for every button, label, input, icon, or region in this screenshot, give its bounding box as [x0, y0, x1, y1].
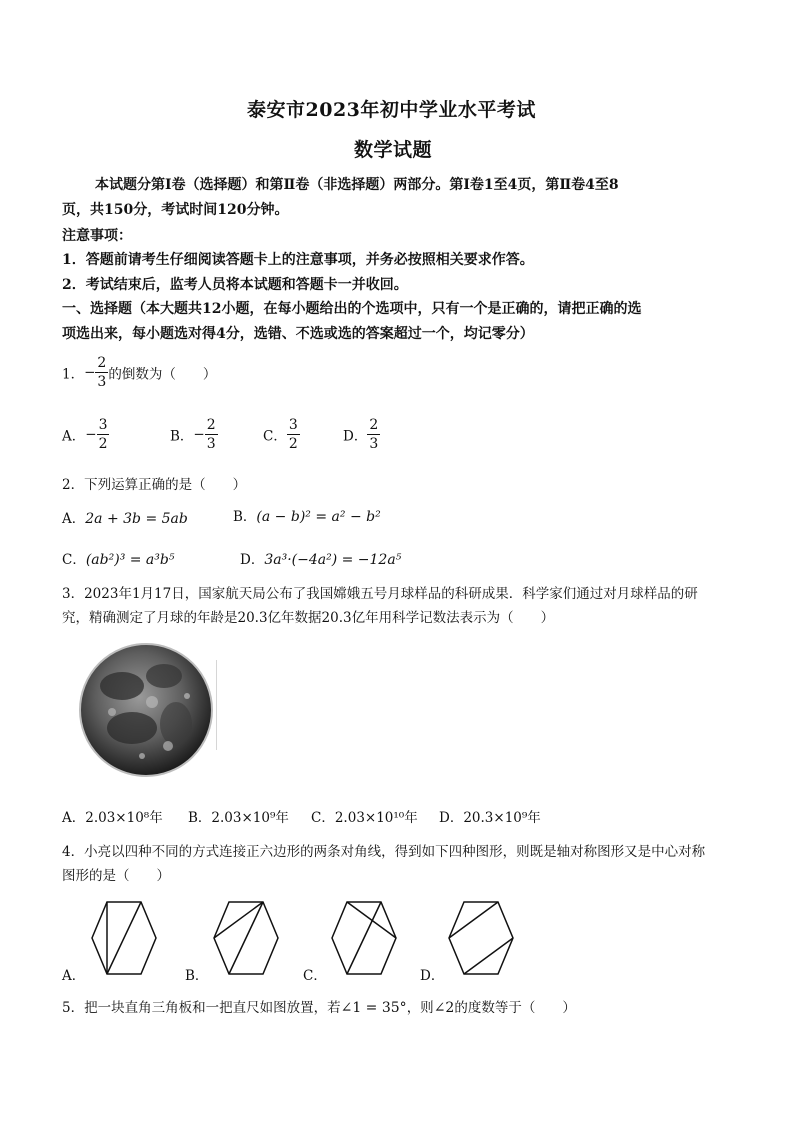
q1-option-b-num: 2: [206, 417, 216, 433]
q3-option-d[interactable]: [439, 806, 541, 826]
q2-option-b-label: B．: [233, 509, 257, 525]
hexagon-figure-d[interactable]: [447, 900, 515, 976]
q1-option-a-den: 2: [98, 436, 108, 452]
q1-option-d-fraction: [367, 418, 380, 451]
q4-option-d-label: D．: [420, 968, 445, 984]
question-3-line-2: 究，精确测定了月球的年龄是20.3亿年数据20.3亿年用科学记数法表示为（ ）: [62, 610, 555, 626]
q1-option-c-fraction: [287, 418, 300, 451]
q2-option-d[interactable]: [240, 548, 401, 568]
q3-option-d-text: 20.3×10⁹年: [463, 810, 541, 826]
q1-option-d[interactable]: [343, 418, 380, 451]
q3-option-a-label: A．: [62, 810, 86, 826]
q2-option-b-expr: (a − b)² = a² − b²: [256, 509, 381, 525]
q2-option-a-expr: 2a + 3b = 5ab: [85, 511, 188, 527]
q3-option-c-text: 2.03×10¹⁰年: [334, 810, 418, 826]
q1-option-b-den: 3: [206, 436, 216, 452]
notes-item-1: 1．答题前请考生仔细阅读答题卡上的注意事项，并务必按照相关要求作答。: [62, 252, 534, 268]
notes-heading: 注意事项：: [62, 228, 132, 244]
q1-denominator: 3: [97, 374, 107, 390]
q1-option-b-sign: −: [193, 426, 205, 443]
q2-option-d-label: D．: [240, 552, 265, 568]
question-5-stem: [62, 996, 576, 1016]
q3-option-b[interactable]: [188, 806, 289, 826]
q1-option-b[interactable]: [170, 418, 218, 451]
q2-option-a[interactable]: [62, 507, 188, 527]
page-title: 泰安市2023年初中学业水平考试: [247, 99, 536, 121]
q1-option-b-label: B．: [170, 428, 194, 445]
q3-option-c-label: C．: [311, 810, 335, 826]
q1-option-a-num: 3: [98, 417, 108, 433]
hexagon-figure-a[interactable]: [90, 900, 158, 976]
q1-option-d-label: D．: [343, 428, 368, 445]
q3-option-b-label: B．: [188, 810, 212, 826]
q1-option-c-num: 3: [288, 417, 298, 433]
q1-numerator: 2: [97, 355, 107, 371]
moon-image-right-edge: [216, 660, 217, 750]
q1-option-d-den: 3: [369, 436, 379, 452]
q1-option-a[interactable]: [62, 418, 109, 451]
question-4-line-2: 图形的是（ ）: [62, 868, 170, 884]
section-heading-line-1: 一、选择题（本大题共12小题，在每小题给出的个选项中，只有一个是正确的，请把正确的选: [62, 301, 642, 317]
q1-suffix: 的倒数为（ ）: [108, 366, 217, 383]
hexagon-figure-b[interactable]: [212, 900, 280, 976]
q4-option-b-label: B．: [185, 968, 209, 984]
q3-option-a-text: 2.03×10⁸年: [85, 810, 163, 826]
q1-option-c-label: C．: [263, 428, 287, 445]
hexagon-figure-c[interactable]: [330, 900, 398, 976]
q1-option-a-sign: −: [85, 426, 97, 443]
q1-option-d-num: 2: [369, 417, 379, 433]
question-4-line-1: 4．小亮以四种不同的方式连接正六边形的两条对角线，得到如下四种图形，则既是轴对称图形又是中心对称: [62, 844, 706, 860]
q3-option-b-text: 2.03×10⁹年: [211, 810, 289, 826]
q1-option-a-label: A．: [62, 428, 86, 445]
moon-image: [72, 636, 220, 784]
notes-item-2: 2．考试结束后，监考人员将本试题和答题卡一并收回。: [62, 277, 408, 293]
q1-prefix: 1．: [62, 366, 85, 383]
q5-angle-1: ∠1 = 35°: [340, 1000, 407, 1016]
q1-option-c-den: 2: [288, 436, 298, 452]
q3-option-c[interactable]: [311, 806, 418, 826]
question-1-stem: [62, 356, 216, 389]
q5-suffix: 的度数等于（ ）: [454, 1000, 576, 1016]
q4-option-a-label: A．: [62, 968, 86, 984]
q2-option-c[interactable]: [62, 548, 174, 568]
q2-option-a-label: A．: [62, 511, 86, 527]
q1-option-a-fraction: [97, 418, 110, 451]
q4-option-c-label: C．: [303, 968, 327, 984]
q2-option-c-label: C．: [62, 552, 86, 568]
q1-sign: −: [84, 364, 96, 381]
q3-option-d-label: D．: [439, 810, 464, 826]
question-3-line-1: 3．2023年1月17日，国家航天局公布了我国嫦娥五号月球样品的科研成果．科学家们通过对月球样品的研: [62, 586, 698, 602]
intro-line-2: 页，共150分，考试时间120分钟。: [62, 202, 289, 218]
q5-prefix: 5．把一块直角三角板和一把直尺如图放置，若: [62, 1000, 341, 1016]
q2-option-b[interactable]: [233, 505, 381, 525]
q1-fraction: [95, 356, 108, 389]
page-subtitle: 数学试题: [354, 139, 433, 161]
q3-option-a[interactable]: [62, 806, 163, 826]
question-2-stem: 2．下列运算正确的是（ ）: [62, 477, 247, 493]
q5-angle-2: ∠2: [433, 1000, 455, 1016]
q2-option-d-expr: 3a³·(−4a²) = −12a⁵: [264, 552, 402, 568]
q2-option-c-expr: (ab²)³ = a³b⁵: [85, 552, 175, 568]
section-heading-line-2: 项选出来，每小题选对得4分，选错、不选或选的答案超过一个，均记零分）: [62, 326, 534, 342]
intro-line-1: 本试题分第Ⅰ卷（选择题）和第Ⅱ卷（非选择题）两部分。第Ⅰ卷1至4页，第Ⅱ卷4至8: [95, 177, 619, 193]
q1-option-b-fraction: [205, 418, 218, 451]
q5-middle: ，则: [406, 1000, 434, 1016]
q1-option-c[interactable]: [263, 418, 300, 451]
